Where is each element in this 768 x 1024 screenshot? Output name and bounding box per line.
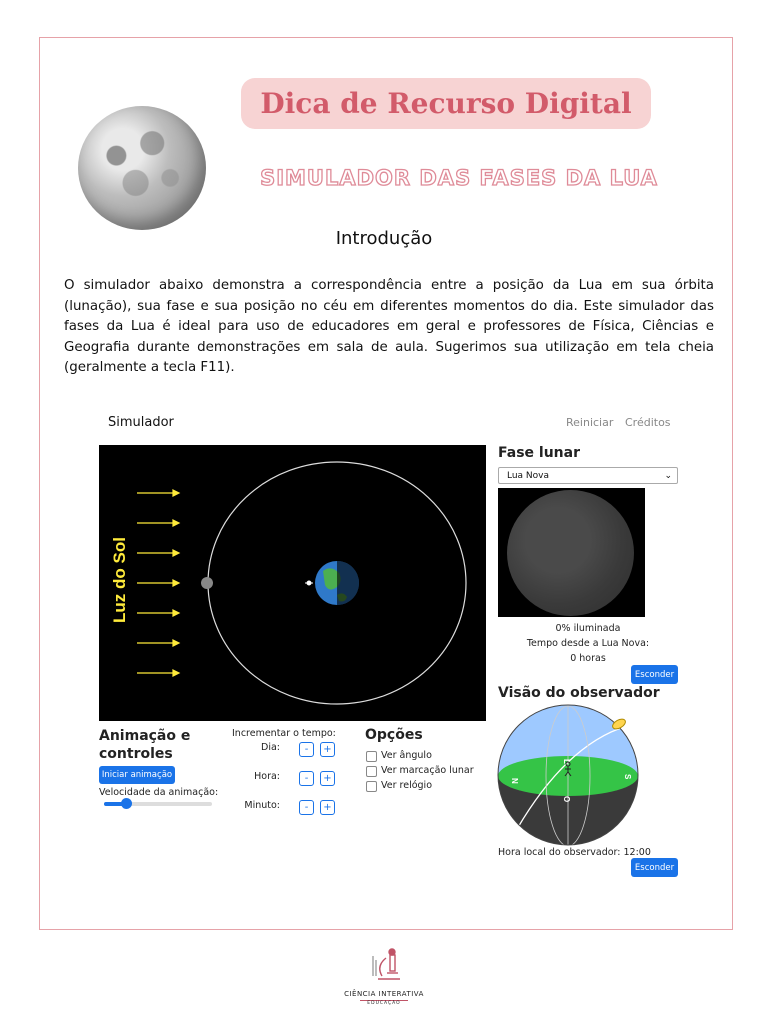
speed-slider-thumb[interactable] — [121, 798, 132, 809]
orbit-canvas[interactable] — [99, 445, 486, 721]
moon-phase-view — [498, 488, 645, 617]
observer-local-time: Hora local do observador: 12:00 — [498, 847, 651, 858]
sunlight-arrow — [137, 490, 179, 496]
clock-option-label: Ver relógio — [381, 780, 433, 791]
microscope-icon — [340, 946, 428, 984]
earth-icon — [315, 561, 359, 605]
sunlight-arrows — [137, 490, 179, 676]
observer-marker-icon — [305, 581, 313, 585]
hour-plus-button[interactable]: + — [320, 771, 335, 786]
page-subtitle: SIMULADOR DAS FASES DA LUA — [260, 166, 658, 190]
chevron-down-icon: ⌄ — [664, 471, 672, 481]
phase-heading: Fase lunar — [498, 445, 580, 461]
moon-marker — [201, 577, 213, 589]
sunlight-arrow — [137, 610, 179, 616]
hide-phase-button[interactable]: Esconder — [631, 665, 678, 684]
clock-checkbox[interactable] — [366, 781, 377, 792]
angle-checkbox[interactable] — [366, 751, 377, 762]
sunlight-arrow — [137, 550, 179, 556]
sunlight-arrow — [137, 520, 179, 526]
restart-link[interactable]: Reiniciar — [566, 416, 614, 429]
animation-speed-label: Velocidade da animação: — [99, 787, 219, 798]
animation-heading: Animação e controles — [99, 728, 191, 762]
options-heading: Opções — [365, 727, 423, 743]
lunar-mark-option-label: Ver marcação lunar — [381, 765, 474, 776]
day-label: Dia: — [261, 742, 280, 753]
new-moon-image — [507, 490, 634, 616]
simulator-title: Simulador — [108, 415, 174, 430]
observer-heading: Visão do observador — [498, 685, 660, 701]
lunar-mark-checkbox[interactable] — [366, 766, 377, 777]
intro-paragraph: O simulador abaixo demonstra a correspondência entre a posição da Lua em sua órbita (lunação), sua fase e sua posição no céu em diferentes momentos do dia. Este simulador das fases da Lua é ideal para uso de educadores em geral e professores de Física, Ciências e Geografia durante demonstrações em sala de aula. Sugerimos sua utilização em tela cheia (geralmente a tecla F11). — [64, 278, 714, 375]
hour-label: Hora: — [254, 771, 280, 782]
minute-label: Minuto: — [244, 800, 280, 811]
increment-heading: Incrementar o tempo: — [232, 728, 336, 739]
minute-minus-button[interactable]: - — [299, 800, 314, 815]
hide-observer-button[interactable]: Esconder — [631, 858, 678, 877]
illumination-text: 0% iluminada — [555, 623, 621, 634]
sunlight-arrow — [137, 640, 179, 646]
sunlight-arrow — [137, 580, 179, 586]
day-plus-button[interactable]: + — [320, 742, 335, 757]
observer-sky-dome[interactable] — [497, 704, 640, 847]
phase-select[interactable] — [498, 467, 678, 484]
phase-select-value: Lua Nova — [507, 471, 550, 481]
credits-link[interactable]: Créditos — [625, 416, 671, 429]
compass-o: O — [562, 796, 571, 803]
hour-minus-button[interactable]: - — [299, 771, 314, 786]
day-minus-button[interactable]: - — [299, 742, 314, 757]
footer-brand: CIÊNCIA INTERATIVA — [344, 990, 424, 998]
compass-l: L — [562, 759, 571, 764]
page-title: Dica de Recurso Digital — [260, 87, 632, 120]
intro-heading: Introdução — [335, 228, 433, 249]
compass-s: S — [623, 774, 632, 780]
footer-tagline: EDUCAÇÃO — [360, 1000, 408, 1006]
minute-plus-button[interactable]: + — [320, 800, 335, 815]
time-since-new-moon-label: Tempo desde a Lua Nova: — [526, 638, 650, 649]
title-banner — [241, 78, 651, 129]
animation-speed-slider[interactable] — [104, 802, 212, 806]
angle-option-label: Ver ângulo — [381, 750, 432, 761]
footer-logo — [340, 946, 428, 1004]
sun-light-label: Luz do Sol — [110, 537, 129, 623]
sunlight-arrow — [137, 670, 179, 676]
time-since-new-moon-value: 0 horas — [570, 653, 606, 664]
start-animation-button[interactable]: Iniciar animação — [99, 766, 175, 784]
compass-n: N — [510, 778, 519, 784]
moon-illustration — [78, 106, 206, 230]
